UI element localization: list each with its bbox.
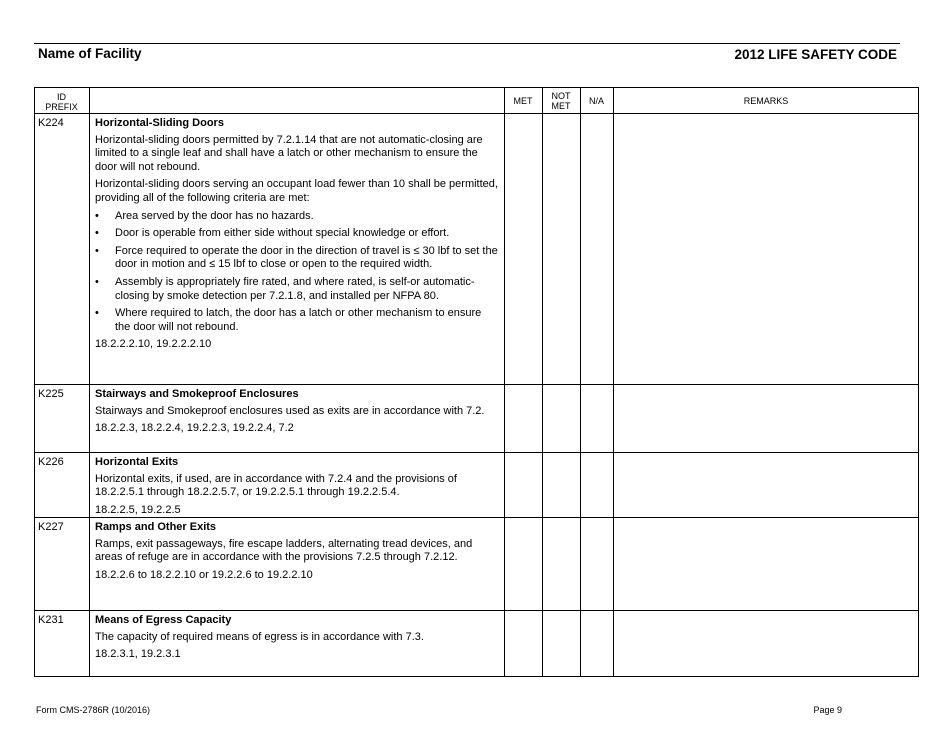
requirement-text: Horizontal-sliding doors permitted by 7.2.1.14 that are not automatic-closing are limited to a single leaf and shall have a latch or other mechanism to ensure the door will not rebound. [95, 133, 483, 173]
list-item: • Area served by the door has no hazards. [95, 209, 314, 222]
col-header-met: MET [513, 96, 533, 106]
row-id: K224 [38, 117, 64, 129]
reference-citations: 18.2.2.6 to 18.2.2.10 or 19.2.2.6 to 19.2.2.10 [95, 568, 313, 581]
row-id: K231 [38, 614, 64, 626]
col-header-na: N/A [588, 96, 604, 106]
col-header-not-met: NOT MET [551, 91, 571, 111]
col-divider-met [504, 87, 505, 677]
col-header-remarks: REMARKS [743, 96, 789, 106]
list-item: • Force required to operate the door in the direction of travel is ≤ 30 lbf to set the door in motion and ≤ 15 lbf to close or open to the required width. [95, 244, 498, 271]
col-divider-remarks [613, 87, 614, 677]
requirement-block [95, 521, 499, 582]
requirement-text: Horizontal-sliding doors serving an occupant load fewer than 10 shall be permitted, providing all of the following criteria are met: [95, 178, 498, 204]
requirement-title: Stairways and Smokeproof Enclosures [95, 388, 299, 400]
list-item: • Where required to latch, the door has a latch or other mechanism to ensure the door will not rebound. [95, 307, 482, 333]
page-number: Page 9 [813, 705, 842, 715]
bullet-icon: • [95, 209, 99, 222]
bullet-icon: • [95, 244, 99, 257]
facility-name-label: Name of Facility [38, 46, 142, 61]
reference-citations: 18.2.2.2.10, 19.2.2.2.10 [95, 338, 212, 351]
col-divider-not-met [542, 87, 543, 677]
list-item: • Assembly is appropriately fire rated, and where rated, is self-or automatic-closing by smoke detection per 7.2.1.8, and installed per NFPA 80. [95, 275, 475, 302]
col-divider-na [580, 87, 581, 677]
col-divider-id [89, 87, 90, 677]
bullet-icon: • [95, 227, 99, 240]
requirement-text: The capacity of required means of egress is in accordance with 7.3. [95, 630, 424, 643]
requirement-block [95, 456, 499, 517]
form-number: Form CMS-2786R (10/2016) [36, 705, 151, 715]
reference-citations: 18.2.2.3, 18.2.2.4, 19.2.2.3, 19.2.2.4, 7.2 [95, 422, 294, 435]
requirement-text: Horizontal exits, if used, are in accordance with 7.2.4 and the provisions of 18.2.2.5.1 through 18.2.2.5.7, or 19.2.2.5.1 through 19.2.2.5.4. [95, 472, 457, 499]
row-divider [34, 452, 919, 453]
col-header-id-prefix: ID PREFIX [45, 92, 78, 112]
requirement-title: Ramps and Other Exits [95, 521, 217, 533]
criteria-list [95, 210, 499, 335]
bullet-icon: • [95, 307, 99, 320]
reference-citations: 18.2.3.1, 19.2.3.1 [95, 648, 181, 661]
requirement-title: Means of Egress Capacity [95, 614, 232, 626]
requirement-title: Horizontal-Sliding Doors [95, 117, 224, 129]
header-row-divider [34, 113, 919, 114]
row-id: K226 [38, 456, 64, 468]
requirement-text: Stairways and Smokeproof enclosures used as exits are in accordance with 7.2. [95, 404, 485, 417]
row-divider [34, 384, 919, 385]
requirement-block [95, 388, 499, 436]
row-id: K225 [38, 388, 64, 400]
requirement-text: Ramps, exit passageways, fire escape ladders, alternating tread devices, and areas of refuge are in accordance with the provisions 7.2.5 through 7.2.12. [95, 537, 473, 564]
code-title: 2012 LIFE SAFETY CODE [734, 47, 897, 62]
row-id: K227 [38, 521, 64, 533]
bullet-icon: • [95, 275, 99, 288]
row-divider [34, 610, 919, 611]
requirement-block [95, 117, 499, 352]
requirement-title: Horizontal Exits [95, 456, 179, 468]
reference-citations: 18.2.2.5, 19.2.2.5 [95, 503, 181, 516]
header-rule [34, 43, 900, 44]
list-item: • Door is operable from either side without special knowledge or effort. [95, 227, 450, 240]
requirement-block [95, 614, 499, 662]
